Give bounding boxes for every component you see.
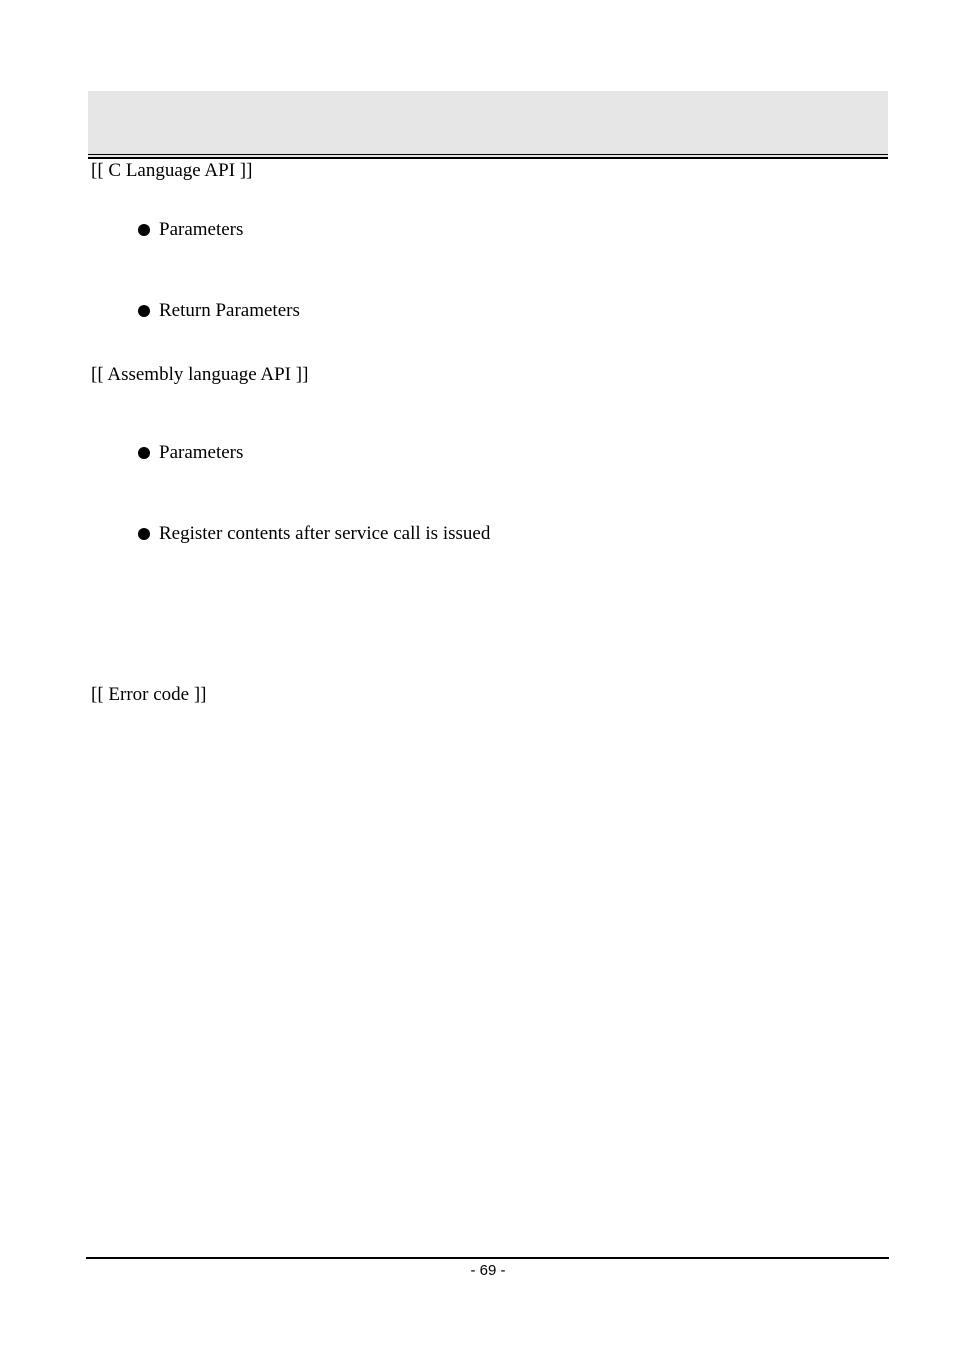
bullet-icon [138,305,150,317]
bullet-label: Parameters [159,442,244,463]
bullet-item-parameters [138,442,243,464]
bullet-icon [138,528,150,540]
bullet-icon [138,224,150,236]
bullet-item-parameters [138,219,243,241]
bullet-label: Return Parameters [159,300,300,321]
header-bottom-rule-outer [88,157,888,159]
footer-rule [86,1257,889,1259]
section-heading-assembly-language-api: [[ Assembly language API ]] [91,364,309,385]
section-heading-error-code: [[ Error code ]] [91,684,207,705]
header-band [88,91,888,157]
header-bottom-rule-inner [88,154,888,155]
page-number: - 69 - [470,1262,506,1279]
bullet-label: Parameters [159,219,244,240]
bullet-label: Register contents after service call is issued [159,523,491,544]
bullet-item-return-parameters [138,300,300,322]
bullet-item-register-contents [138,523,490,545]
bullet-icon [138,447,150,459]
section-heading-c-language-api: [[ C Language API ]] [91,160,253,181]
